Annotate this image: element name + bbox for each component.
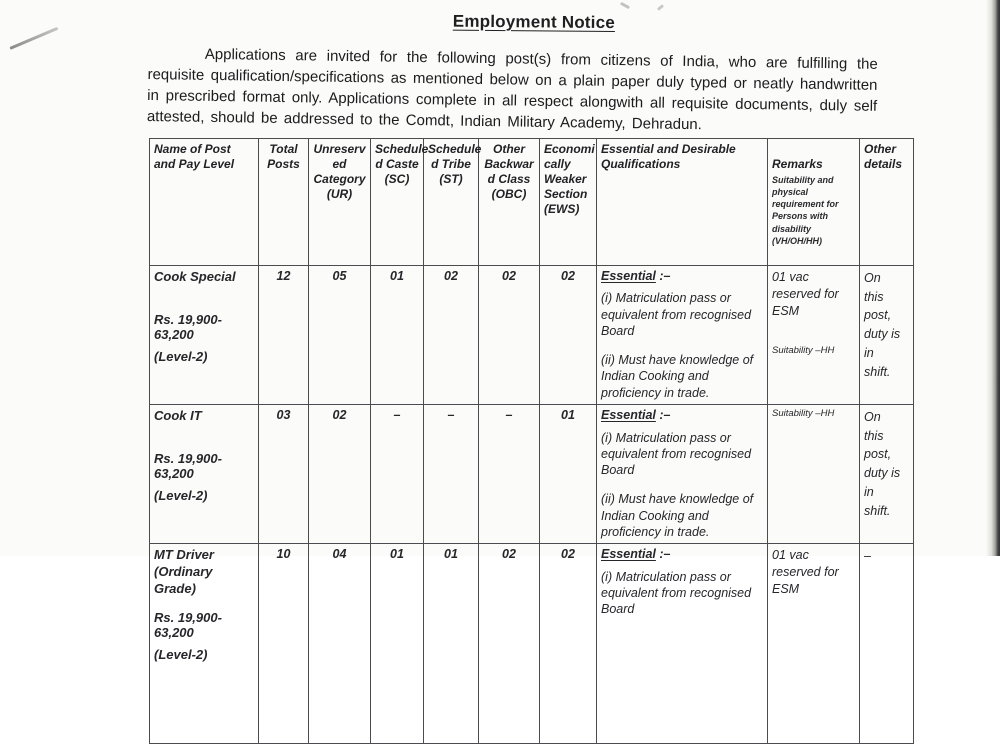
table-header-row [150, 139, 914, 266]
col-header-ur: Unreserv ed Category (UR) [309, 139, 371, 266]
col-header-other-details: Other details [860, 139, 914, 266]
other-details-text: – [864, 549, 871, 564]
total-posts-value: 03 [259, 404, 309, 543]
post-pay-level: (Level-2) [154, 348, 208, 364]
qualification-heading-punct: :– [655, 268, 671, 283]
notice-title-text: Employment Notice [452, 11, 616, 33]
total-posts-value: 10 [259, 544, 309, 744]
table-row-cook-it [150, 404, 914, 543]
sc-value: – [371, 404, 424, 543]
remark-suitability: Suitability –HH [772, 407, 835, 419]
qualification-item: (ii) Must have knowledge of Indian Cooking and proficiency in trade. [601, 353, 754, 400]
qualification-item: (i) Matriculation pass or equivalent from recognised Board [601, 430, 752, 478]
post-pay-level: (Level-2) [154, 488, 208, 504]
total-posts-value: 12 [259, 265, 309, 404]
ur-value: 02 [309, 404, 371, 543]
ews-value: 02 [540, 265, 597, 404]
remark-suitability: Suitability –HH [772, 345, 835, 357]
other-details-text: On this post, duty is in shift. [864, 409, 901, 518]
ews-value: 01 [540, 404, 597, 543]
col-header-sc: Schedule d Caste (SC) [371, 139, 424, 266]
post-cell [150, 265, 259, 404]
qualifications-cell [597, 404, 768, 543]
qualification-heading [601, 269, 763, 285]
post-name: Cook Special [154, 268, 236, 284]
vacancy-table [149, 138, 914, 744]
scan-artifact-speck [657, 4, 664, 11]
st-value: 01 [424, 544, 479, 744]
other-details-cell [860, 544, 914, 744]
col-header-total-posts: Total Posts [259, 139, 309, 266]
notice-title [150, 9, 890, 35]
sc-value: 01 [371, 544, 424, 744]
remarks-cell [768, 544, 860, 744]
obc-value: 02 [479, 265, 540, 404]
table-row-mt-driver [150, 544, 914, 744]
table-row-cook-special [150, 265, 914, 404]
qualification-heading [601, 408, 763, 424]
remarks-cell [768, 404, 860, 543]
obc-value: 02 [479, 544, 540, 744]
post-name: MT Driver (Ordinary Grade) [154, 547, 214, 596]
qualification-heading-punct: :– [655, 407, 671, 422]
qualification-heading-word: Essential [601, 268, 656, 283]
obc-value: – [479, 404, 540, 543]
other-details-cell [860, 404, 914, 543]
qualification-item: (ii) Must have knowledge of Indian Cooking and proficiency in trade. [601, 492, 754, 539]
qualification-heading-word: Essential [601, 407, 656, 422]
ur-value: 05 [309, 265, 371, 404]
ur-value: 04 [309, 544, 371, 744]
remark-primary: 01 vac reserved for ESM [772, 548, 839, 596]
scan-artifact-speck [620, 2, 630, 9]
qualification-heading-punct: :– [655, 547, 671, 562]
post-pay-scale: Rs. 19,900-63,200 [154, 311, 222, 343]
vacancy-table-container [149, 138, 916, 662]
col-header-post: Name of Post and Pay Level [150, 139, 259, 266]
qualification-item: (i) Matriculation pass or equivalent from recognised Board [601, 291, 752, 338]
other-details-text: On this post, duty is in shift. [864, 270, 901, 379]
col-header-remarks [768, 139, 860, 266]
ews-value: 02 [540, 544, 597, 744]
st-value: 02 [424, 265, 479, 404]
col-header-obc: Other Backwar d Class (OBC) [479, 139, 540, 266]
qualifications-cell [597, 265, 768, 404]
other-details-cell [860, 265, 914, 404]
remarks-cell [768, 265, 860, 404]
remark-primary: 01 vac reserved for ESM [772, 269, 839, 318]
intro-paragraph: Applications are invited for the following post(s) from citizens of India, who are fulfilling the requisite qualification/specifications as mentioned below on a plain paper duly typed or neatly handwritten in prescribed format only. Applications complete in all respect alongwith all requisite documents, duly self attested, should be addressed to the Comdt, Indian Military Academy, Dehradun. [146, 45, 878, 134]
post-name: Cook IT [154, 407, 202, 423]
page-edge-shadow [986, 0, 1000, 556]
remarks-header-label: Remarks [772, 157, 823, 171]
col-header-ews: Economi cally Weaker Section (EWS) [540, 139, 597, 266]
sc-value: 01 [371, 265, 424, 404]
qualification-item: (i) Matriculation pass or equivalent from recognised Board [601, 569, 752, 617]
col-header-st: Schedule d Tribe (ST) [424, 139, 479, 266]
qualification-heading [601, 547, 763, 563]
st-value: – [424, 404, 479, 543]
col-header-qualifications: Essential and Desirable Qualifications [597, 139, 768, 266]
post-cell [150, 404, 259, 543]
qualification-heading-word: Essential [601, 547, 656, 562]
post-pay-level: (Level-2) [154, 646, 208, 662]
scan-artifact-diagonal-mark [9, 27, 58, 50]
post-pay-scale: Rs. 19,900-63,200 [154, 450, 222, 482]
post-pay-scale: Rs. 19,900-63,200 [154, 609, 222, 641]
remarks-header-sublabel: Suitability and physical requirement for Persons with disability (VH/OH/HH) [772, 175, 839, 246]
qualifications-cell [597, 544, 768, 744]
post-cell [150, 544, 259, 744]
